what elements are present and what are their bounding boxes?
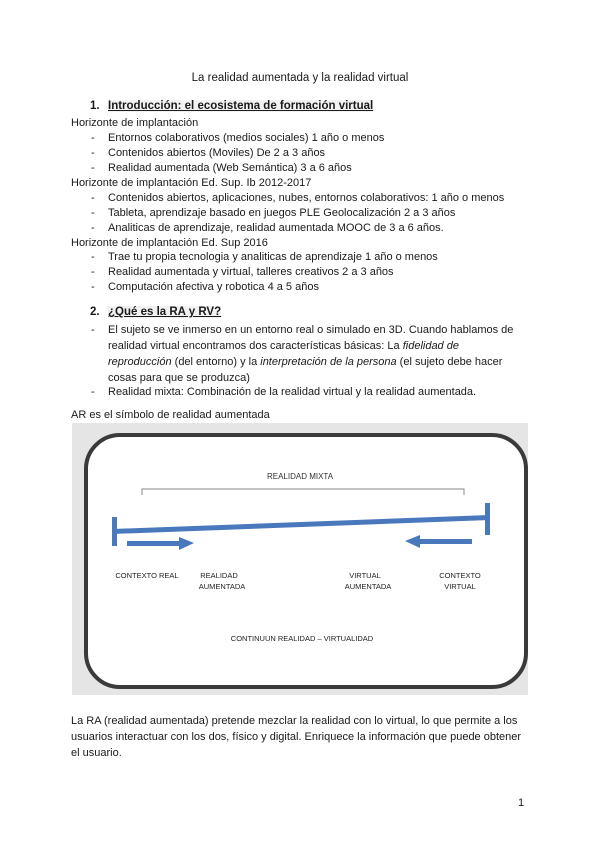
- dash-marker: -: [91, 207, 95, 219]
- diagram-top-label: REALIDAD MIXTA: [266, 472, 334, 481]
- mixed-reality-diagram: [72, 423, 528, 695]
- diagram-label-aumentada-right: AUMENTADA: [344, 582, 392, 591]
- dash-marker: -: [91, 324, 95, 336]
- group-2-item-1: Contenidos abiertos, aplicaciones, nubes, entornos colaborativos: 1 año o menos: [108, 192, 505, 204]
- group-2-item-3: Analiticas de aprendizaje, realidad aumentada MOOC de 3 a 6 años.: [108, 222, 444, 234]
- diagram-label-realidad: REALIDAD: [200, 571, 238, 580]
- section-2-bullet-1: [108, 322, 523, 386]
- section-2-bullet-2: Realidad mixta: Combinación de la realidad virtual y la realidad aumentada.: [108, 386, 477, 398]
- closing-paragraph: La RA (realidad aumentada) pretende mezclar la realidad con lo virtual, lo que permite a los usuarios interactuar con los dos, físico y digital. Enriquece la información que puede obtener el usuario.: [71, 715, 522, 759]
- section-1-title: Introducción: el ecosistema de formación virtual: [108, 100, 374, 112]
- group-2-label: Horizonte de implantación Ed. Sup. Ib 2012-2017: [71, 177, 312, 189]
- section-2-heading: [90, 306, 221, 318]
- dash-marker: -: [91, 162, 95, 174]
- dash-marker: -: [91, 147, 95, 159]
- ar-caption: AR es el símbolo de realidad aumentada: [71, 409, 270, 421]
- page-number: 1: [518, 797, 525, 809]
- diagram-label-aumentada-left: AUMENTADA: [198, 582, 246, 591]
- bullet-1-text-a: El sujeto se ve inmerso en un entorno real o simulado en 3D. Cuando hablamos de realidad virtual encontramos dos características básicas: La: [108, 324, 514, 352]
- document-title: La realidad aumentada y la realidad virtual: [191, 72, 409, 84]
- section-2-title: ¿Qué es la RA y RV?: [108, 306, 222, 318]
- dash-marker: -: [91, 192, 95, 204]
- section-1-heading: [90, 100, 373, 112]
- diagram-label-contexto: CONTEXTO: [439, 571, 481, 580]
- diagram-label-virtual: VIRTUAL: [349, 571, 381, 580]
- dash-marker: -: [91, 132, 95, 144]
- bullet-1-text-b: (del entorno) y la: [171, 356, 261, 368]
- group-1-item-1: Entornos colaborativos (medios sociales) 1 año o menos: [108, 132, 385, 144]
- dash-marker: -: [91, 222, 95, 234]
- group-1-item-3: Realidad aumentada (Web Semántica) 3 a 6 años: [108, 162, 352, 174]
- dash-marker: -: [91, 251, 95, 263]
- group-2-item-2: Tableta, aprendizaje basado en juegos PLE Geolocalización 2 a 3 años: [108, 207, 456, 219]
- diagram-label-virtual-right: VIRTUAL: [444, 582, 476, 591]
- group-1-label: Horizonte de implantación: [71, 117, 199, 129]
- group-3-item-1: Trae tu propia tecnologia y analiticas de aprendizaje 1 año o menos: [108, 251, 438, 263]
- section-2-number: 2.: [90, 306, 100, 318]
- diagram-left-arrow-shaft: [420, 539, 472, 544]
- mixed-reality-diagram-svg: [72, 423, 528, 695]
- diagram-right-arrow-shaft: [127, 541, 179, 546]
- diagram-label-contexto-real: CONTEXTO REAL: [115, 571, 179, 580]
- bullet-1-emphasis-fidelity: fidelidad de reproducción: [108, 340, 459, 368]
- section-1-number: 1.: [90, 100, 100, 112]
- group-3-item-2: Realidad aumentada y virtual, talleres creativos 2 a 3 años: [108, 266, 394, 278]
- dash-marker: -: [91, 281, 95, 293]
- bullet-1-text-c: (el sujeto debe hacer cosas para que se produzca): [108, 356, 503, 384]
- dash-marker: -: [91, 266, 95, 278]
- diagram-bottom-label: CONTINUUN REALIDAD – VIRTUALIDAD: [230, 634, 374, 643]
- bullet-1-emphasis-interpretation: interpretación de la persona: [260, 356, 397, 368]
- dash-marker: -: [91, 386, 95, 398]
- group-3-label: Horizonte de implantación Ed. Sup 2016: [71, 237, 268, 249]
- group-3-item-3: Computación afectiva y robotica 4 a 5 años: [108, 281, 319, 293]
- group-1-item-2: Contenidos abiertos (Moviles) De 2 a 3 años: [108, 147, 326, 159]
